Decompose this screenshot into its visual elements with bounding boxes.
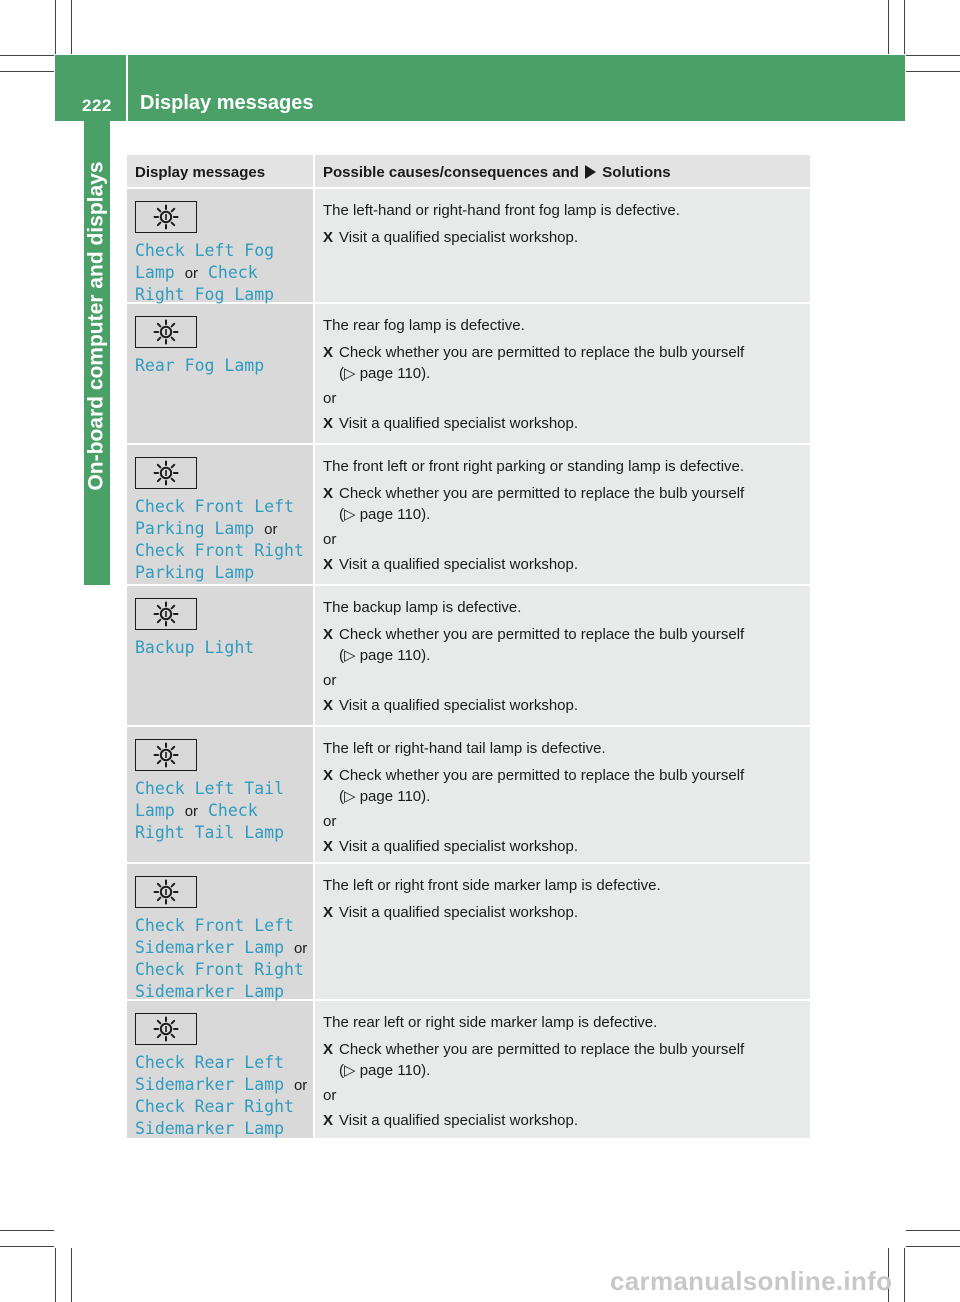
or-text: or <box>323 672 337 689</box>
bulb-icon <box>153 1016 179 1042</box>
message-cell <box>127 189 313 302</box>
table-row <box>127 586 810 727</box>
solution-cell <box>313 189 810 302</box>
solution-cell <box>313 1001 810 1138</box>
bulb-icon <box>153 879 179 905</box>
message-cell <box>127 445 313 584</box>
table-header <box>127 155 810 189</box>
display-message: Check Front Left Sidemarker Lamp or Check Front Right Sidemarker Lamp <box>135 916 308 1001</box>
crop-mark <box>71 0 72 54</box>
display-message: Rear Fog Lamp <box>135 356 265 375</box>
message-cell <box>127 1001 313 1138</box>
solution-cell <box>313 864 810 999</box>
crop-mark <box>71 1248 72 1302</box>
bulb-icon <box>153 460 179 486</box>
table-row <box>127 445 810 586</box>
table-row <box>127 727 810 864</box>
side-tab-label-wrap <box>84 121 110 531</box>
or-text: or <box>323 813 337 830</box>
crop-mark <box>906 1230 960 1231</box>
bulb-icon-box <box>135 876 197 908</box>
cause-text: The left or right front side marker lamp is defective. <box>323 877 661 894</box>
cause-text: The front left or front right parking or standing lamp is defective. <box>323 458 745 475</box>
table-row <box>127 1001 810 1138</box>
bulb-icon-box <box>135 1013 197 1045</box>
crop-mark <box>0 55 54 56</box>
message-cell <box>127 586 313 725</box>
header-divider <box>126 55 128 121</box>
bulb-icon-box <box>135 201 197 233</box>
solution-step: X Visit a qualified specialist workshop. <box>323 229 579 246</box>
solution-step: X Check whether you are permitted to replace the bulb yourself <box>323 1041 745 1058</box>
bulb-icon-box <box>135 316 197 348</box>
solution-step: X Visit a qualified specialist workshop. <box>323 415 579 432</box>
display-message: Check Rear Left Sidemarker Lamp or Check Rear Right Sidemarker Lamp <box>135 1053 308 1138</box>
step-marker-icon: X <box>323 415 334 432</box>
message-cell <box>127 864 313 999</box>
display-message: Check Left Tail Lamp or Check Right Tail Lamp <box>135 779 285 842</box>
step-marker-icon: X <box>323 1041 334 1058</box>
step-marker-icon: X <box>323 344 334 361</box>
solution-step: X Visit a qualified specialist workshop. <box>323 838 579 855</box>
crop-mark <box>0 71 54 72</box>
cause-text: The rear left or right side marker lamp is defective. <box>323 1014 658 1031</box>
or-text: or <box>323 390 337 407</box>
solution-step: X Check whether you are permitted to replace the bulb yourself <box>323 344 745 361</box>
bulb-icon <box>153 319 179 345</box>
solution-step: X Check whether you are permitted to replace the bulb yourself <box>323 626 745 643</box>
cause-text: The rear fog lamp is defective. <box>323 317 525 334</box>
watermark: carmanualsonline.info <box>610 1266 893 1296</box>
step-marker-icon: X <box>323 838 334 855</box>
table-row <box>127 189 810 304</box>
solution-cell <box>313 304 810 443</box>
column-header-messages: Display messages <box>135 164 266 181</box>
display-message: Check Front Left Parking Lamp or Check Front Right Parking Lamp <box>135 497 304 582</box>
solution-cell <box>313 727 810 862</box>
step-marker-icon: X <box>323 229 334 246</box>
or-text: or <box>323 1087 337 1104</box>
crop-mark <box>906 55 960 56</box>
crop-mark <box>906 71 960 72</box>
step-marker-icon: X <box>323 697 334 714</box>
cause-text: The left or right-hand tail lamp is defective. <box>323 740 606 757</box>
bulb-icon-box <box>135 739 197 771</box>
solution-arrow-icon <box>585 165 596 179</box>
crop-mark <box>888 0 889 54</box>
column-header-solutions <box>313 155 810 187</box>
solution-step: X Visit a qualified specialist workshop. <box>323 556 579 573</box>
solution-step: X Check whether you are permitted to replace the bulb yourself <box>323 485 745 502</box>
message-cell <box>127 727 313 862</box>
column-header-solutions-label: Solutions <box>602 164 671 181</box>
column-header-causes: Possible causes/consequences and <box>323 164 579 181</box>
crop-mark <box>0 1246 54 1247</box>
step-marker-icon: X <box>323 904 334 921</box>
table-row <box>127 304 810 445</box>
step-marker-icon: X <box>323 1112 334 1129</box>
step-marker-icon: X <box>323 556 334 573</box>
page-reference: (▷ page 110). <box>339 1062 431 1079</box>
step-marker-icon: X <box>323 485 334 502</box>
display-messages-table <box>127 155 810 1138</box>
page-reference: (▷ page 110). <box>339 365 431 382</box>
crop-mark <box>904 1248 905 1302</box>
solution-cell <box>313 445 810 584</box>
step-marker-icon: X <box>323 767 334 784</box>
crop-mark <box>55 0 56 54</box>
cause-text: The left-hand or right-hand front fog lamp is defective. <box>323 202 680 219</box>
crop-mark <box>0 1230 54 1231</box>
page-reference: (▷ page 110). <box>339 647 431 664</box>
bulb-icon <box>153 601 179 627</box>
solution-step: X Check whether you are permitted to replace the bulb yourself <box>323 767 745 784</box>
display-message: Check Left Fog Lamp or Check Right Fog Lamp <box>135 241 275 304</box>
or-text: or <box>323 531 337 548</box>
cause-text: The backup lamp is defective. <box>323 599 522 616</box>
step-marker-icon: X <box>323 626 334 643</box>
solution-step: X Visit a qualified specialist workshop. <box>323 697 579 714</box>
table-row <box>127 864 810 1001</box>
crop-mark <box>55 1248 56 1302</box>
solution-step: X Visit a qualified specialist workshop. <box>323 904 579 921</box>
solution-step: X Visit a qualified specialist workshop. <box>323 1112 579 1129</box>
solution-cell <box>313 586 810 725</box>
page-number: 222 <box>82 96 112 115</box>
page-reference: (▷ page 110). <box>339 788 431 805</box>
bulb-icon-box <box>135 457 197 489</box>
crop-mark <box>904 0 905 54</box>
bulb-icon <box>153 204 179 230</box>
page-reference: (▷ page 110). <box>339 506 431 523</box>
bulb-icon <box>153 742 179 768</box>
bulb-icon-box <box>135 598 197 630</box>
message-cell <box>127 304 313 443</box>
side-tab-label: On-board computer and displays <box>85 161 108 491</box>
display-message: Backup Light <box>135 638 255 657</box>
crop-mark <box>906 1246 960 1247</box>
page-title: Display messages <box>140 92 314 114</box>
